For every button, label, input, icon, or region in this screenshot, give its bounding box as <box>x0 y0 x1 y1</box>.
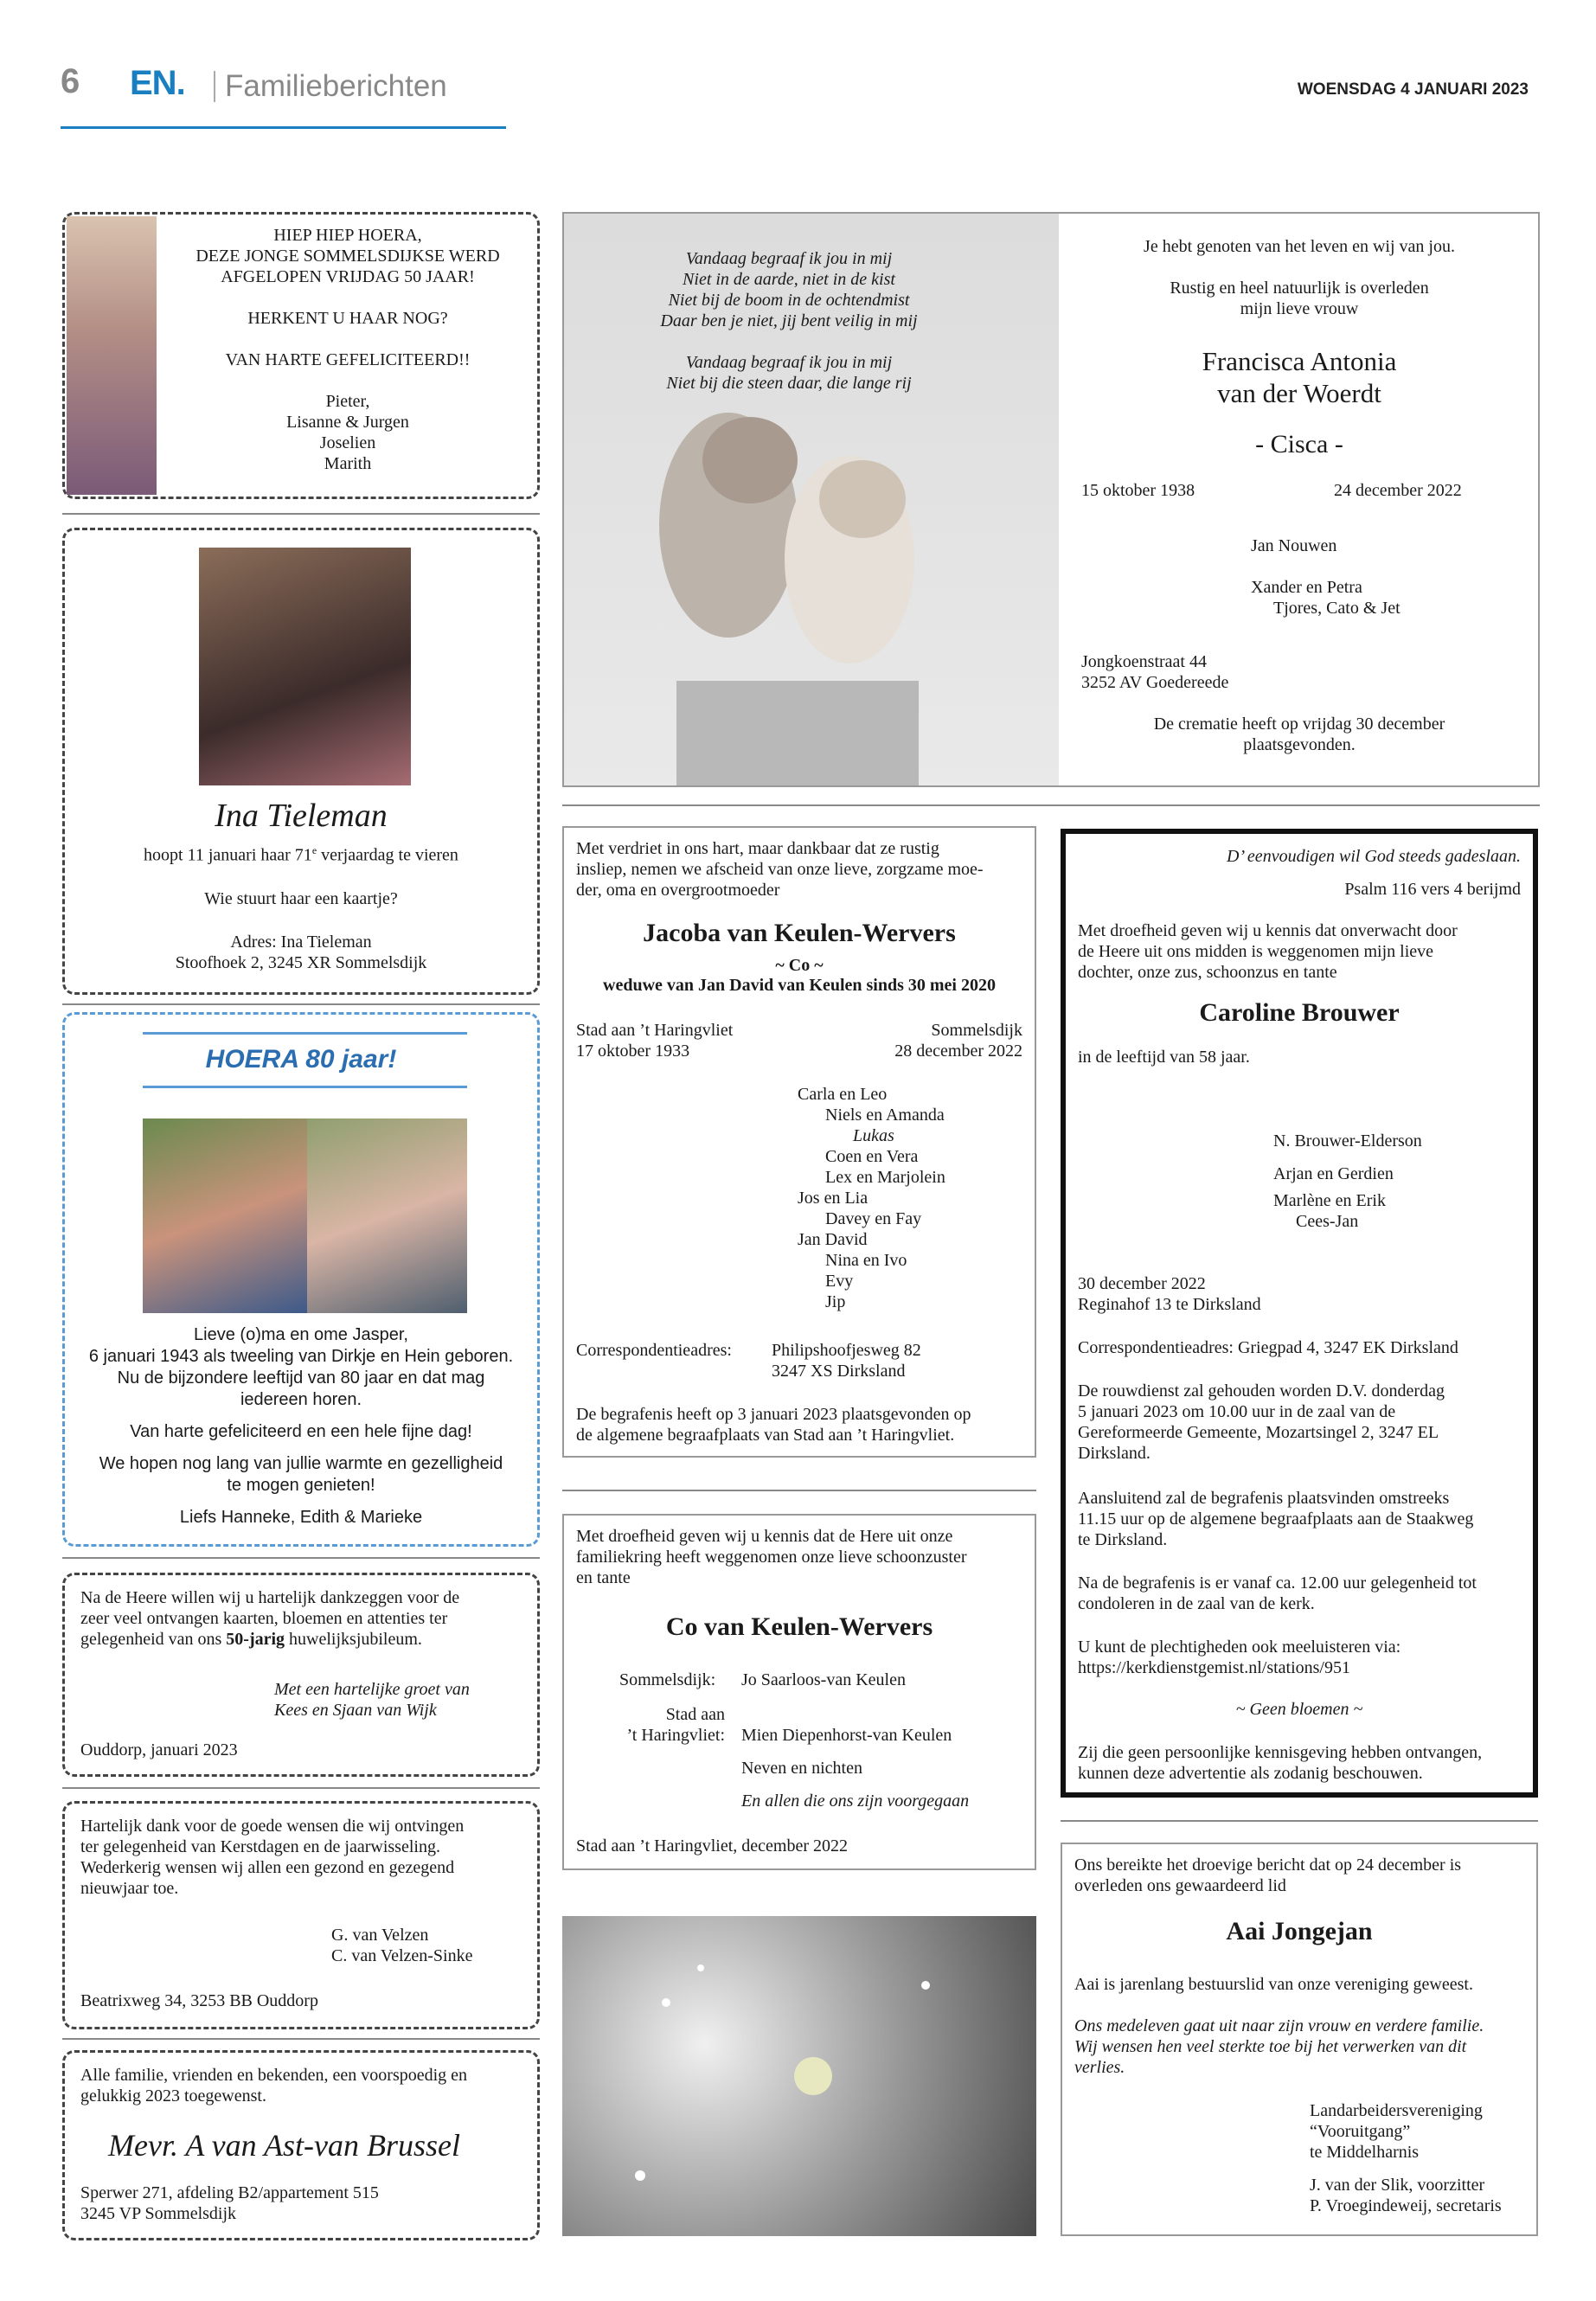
sparrows-illustration: Vandaag begraaf ik jou in mij Niet in de aarde, niet in de kist Niet bij de boom in de ochtendmist Daar ben je niet, jij bent veilig in mij Vandaag begraaf ik jou in mij Niet bij die steen daar, die lange rij <box>564 214 1059 785</box>
dank-place: Ouddorp, januari 2023 <box>80 1740 238 1759</box>
ad-co: Met droefheid geven wij u kennis dat de Here uit onze familiekring heeft weggenomen onze lieve schoonzuster en tante Co van Keulen-Wervers Sommelsdijk: Jo Saarloos-van Keulen Stad aan ’t Haringvliet: Mien Diepenhorst-van Keulen Neven en nichten En allen die ons zijn voorgegaan Stad aan ’t Haringvliet, december 2022 <box>562 1514 1036 1870</box>
ad-ina-tieleman <box>62 528 540 995</box>
hoera-text: Lieve (o)ma en ome Jasper, 6 januari 1943 als tweeling van Dirkje en Hein geboren. Nu de bijzondere leeftijd van 80 jaar en dat mag iedereen horen. Van harte gefeliciteerd en een hele fijne dag! We hopen nog lang van jullie warmte en gezelligheid te mogen genieten! Liefs Hanneke, Edith & Marieke <box>88 1325 514 1527</box>
couple-photo-left <box>143 1118 307 1313</box>
logo: EN. <box>130 64 185 102</box>
aai-name: Aai Jongejan <box>1226 1917 1373 1945</box>
cisca-died: 24 december 2022 <box>1334 481 1462 500</box>
page-number: 6 <box>61 62 80 100</box>
issue-date: WOENSDAG 4 JANUARI 2023 <box>1297 80 1529 99</box>
ina-photo <box>199 548 411 785</box>
ad-aai: Ons bereikte het droevige bericht dat op 24 december is overleden ons gewaardeerd lid Aai Jongejan Aai is jarenlang bestuurslid van onze vereniging geweest. Ons medeleven gaat uit naar zijn vrouw en verdere familie. Wij wensen hen veel sterkte toe bij het verwerken van dit verlies. Landarbeidersvereniging “Vooruitgang” te Middelharnis J. van der Slik, voorzitter P. Vroegindeweij, secretaris <box>1061 1843 1538 2236</box>
ad-van-ast: Alle familie, vrienden en bekenden, een voorspoedig en gelukkig 2023 toegewenst. Mevr. A van Ast-van Brussel Sperwer 271, afdeling B2/appartement 515 3245 VP Sommelsdijk <box>62 2050 540 2240</box>
ina-text: hoopt 11 januari haar 71e verjaardag te vieren Wie stuurt haar een kaartje? Adres: Ina Tieleman Stoofhoek 2, 3245 XR Sommelsdijk <box>144 844 458 972</box>
hiep-text: HIEP HIEP HOERA, DEZE JONGE SOMMELSDIJKSE WERD AFGELOPEN VRIJDAG 50 JAAR! HERKENT U HAAR NOG? VAN HARTE GEFELICITEERD!! Pieter, Lisanne & Jurgen Joselien Marith <box>195 226 500 473</box>
jacoba-name: Jacoba van Keulen-Wervers <box>643 919 956 947</box>
ad-hiep-hiep <box>62 212 540 499</box>
hoera-title: HOERA 80 jaar! <box>205 1045 397 1074</box>
couple-photo-right <box>307 1118 467 1313</box>
ad-dank-jubileum: Na de Heere willen wij u hartelijk dankzeggen voor de zeer veel ontvangen kaarten, bloemen en attenties ter gelegenheid van ons 50-jarig huwelijksjubileum. Met een hartelijke groet van Kees en Sjaan van Wijk Ouddorp, januari 2023 <box>62 1573 540 1777</box>
header-divider <box>214 71 215 102</box>
ad-cisca: Vandaag begraaf ik jou in mij Niet in de aarde, niet in de kist Niet bij de boom in de ochtendmist Daar ben je niet, jij bent veilig in mij Vandaag begraaf ik jou in mij Niet bij die steen daar, die lange rij Je hebt genoten van het leven en wij van jou. Rustig en heel natuurlijk is overleden mijn lieve vrouw Francisca Antonia van der Woerdt - Cisca - 15 oktober 1938 24 december 2022 Jan Nouwen Xander en Petra Tjores, Cato & Jet Jongkoenstraat 44 3252 AV Goedereede De crematie heeft op vrijdag 30 december plaatsgevonden. <box>562 212 1540 787</box>
portrait-photo <box>67 216 157 495</box>
cisca-nick: - Cisca - <box>1255 430 1343 458</box>
caroline-name: Caroline Brouwer <box>1199 998 1400 1027</box>
flower-photo <box>562 1916 1036 2236</box>
velzen-address: Beatrixweg 34, 3253 BB Ouddorp <box>80 1991 318 2010</box>
cisca-born: 15 oktober 1938 <box>1081 481 1195 500</box>
jacoba-family: Carla en Leo Niels en Amanda Lukas Coen en Vera Lex en Marjolein Jos en Lia Davey en Fay Jan David Nina en Ivo Evy Jip <box>798 1085 945 1311</box>
ina-name: Ina Tieleman <box>215 798 388 834</box>
header-rule <box>61 126 506 129</box>
ad-jacoba: Met verdriet in ons hart, maar dankbaar dat ze rustig insliep, nemen we afscheid van onze lieve, zorgzame moe- der, oma en overgrootmoeder Jacoba van Keulen-Wervers ~ Co ~ weduwe van Jan David van Keulen sinds 30 mei 2020 Stad aan ’t Haringvliet 17 oktober 1933 Sommelsdijk 28 december 2022 Carla en Leo Niels en Amanda Lukas Coen en Vera Lex en Marjolein Jos en Lia Davey en Fay Jan David Nina en Ivo Evy Jip Correspondentieadres: Philipshoofjesweg 82 3247 XS Dirksland De begrafenis heeft op 3 januari 2023 plaatsgevonden op de algemene begraafplaats van Stad aan ’t Haringvliet. <box>562 826 1036 1458</box>
ad-hoera-80 <box>62 1012 540 1547</box>
co-name: Co van Keulen-Wervers <box>665 1612 933 1641</box>
cisca-name: Francisca Antonia van der Woerdt <box>1202 346 1397 408</box>
section-title: Familieberichten <box>225 69 447 103</box>
ad-caroline: D’ eenvoudigen wil God steeds gadeslaan. Psalm 116 vers 4 berijmd Met droefheid geven wij u kennis dat onverwacht door de Heere uit ons midden is weggenomen mijn lieve dochter, onze zus, schoonzus en tante Caroline Brouwer in de leeftijd van 58 jaar. N. Brouwer-Elderson Arjan en Gerdien Marlène en Erik Cees-Jan 30 december 2022 Reginahof 13 te Dirksland Correspondentieadres: Griegpad 4, 3247 EK Dirksland De rouwdienst zal gehouden worden D.V. donderdag 5 januari 2023 om 10.00 uur in de zaal van de Gereformeerde Gemeente, Mozartsingel 2, 3247 EL Dirksland. Aansluitend zal de begrafenis plaatsvinden omstreeks 11.15 uur op de algemene begraafplaats aan de Staakweg te Dirksland. Na de begrafenis is er vanaf ca. 12.00 uur gelegenheid tot condoleren in de zaal van de kerk. U kunt de plechtigheden ook meeluisteren via: https://kerkdienstgemist.nl/stations/951 ~ Geen bloemen ~ Zij die geen persoonlijke kennisgeving hebben ontvangen, kunnen deze advertentie als zodanig beschouwen. <box>1061 829 1538 1798</box>
ast-name: Mevr. A van Ast-van Brussel <box>108 2128 460 2163</box>
ad-velzen: Hartelijk dank voor de goede wensen die wij ontvingen ter gelegenheid van Kerstdagen en de jaarwisseling. Wederkerig wensen wij allen een gezond en gezegend nieuwjaar toe. G. van Velzen C. van Velzen-Sinke Beatrixweg 34, 3253 BB Ouddorp <box>62 1801 540 2029</box>
